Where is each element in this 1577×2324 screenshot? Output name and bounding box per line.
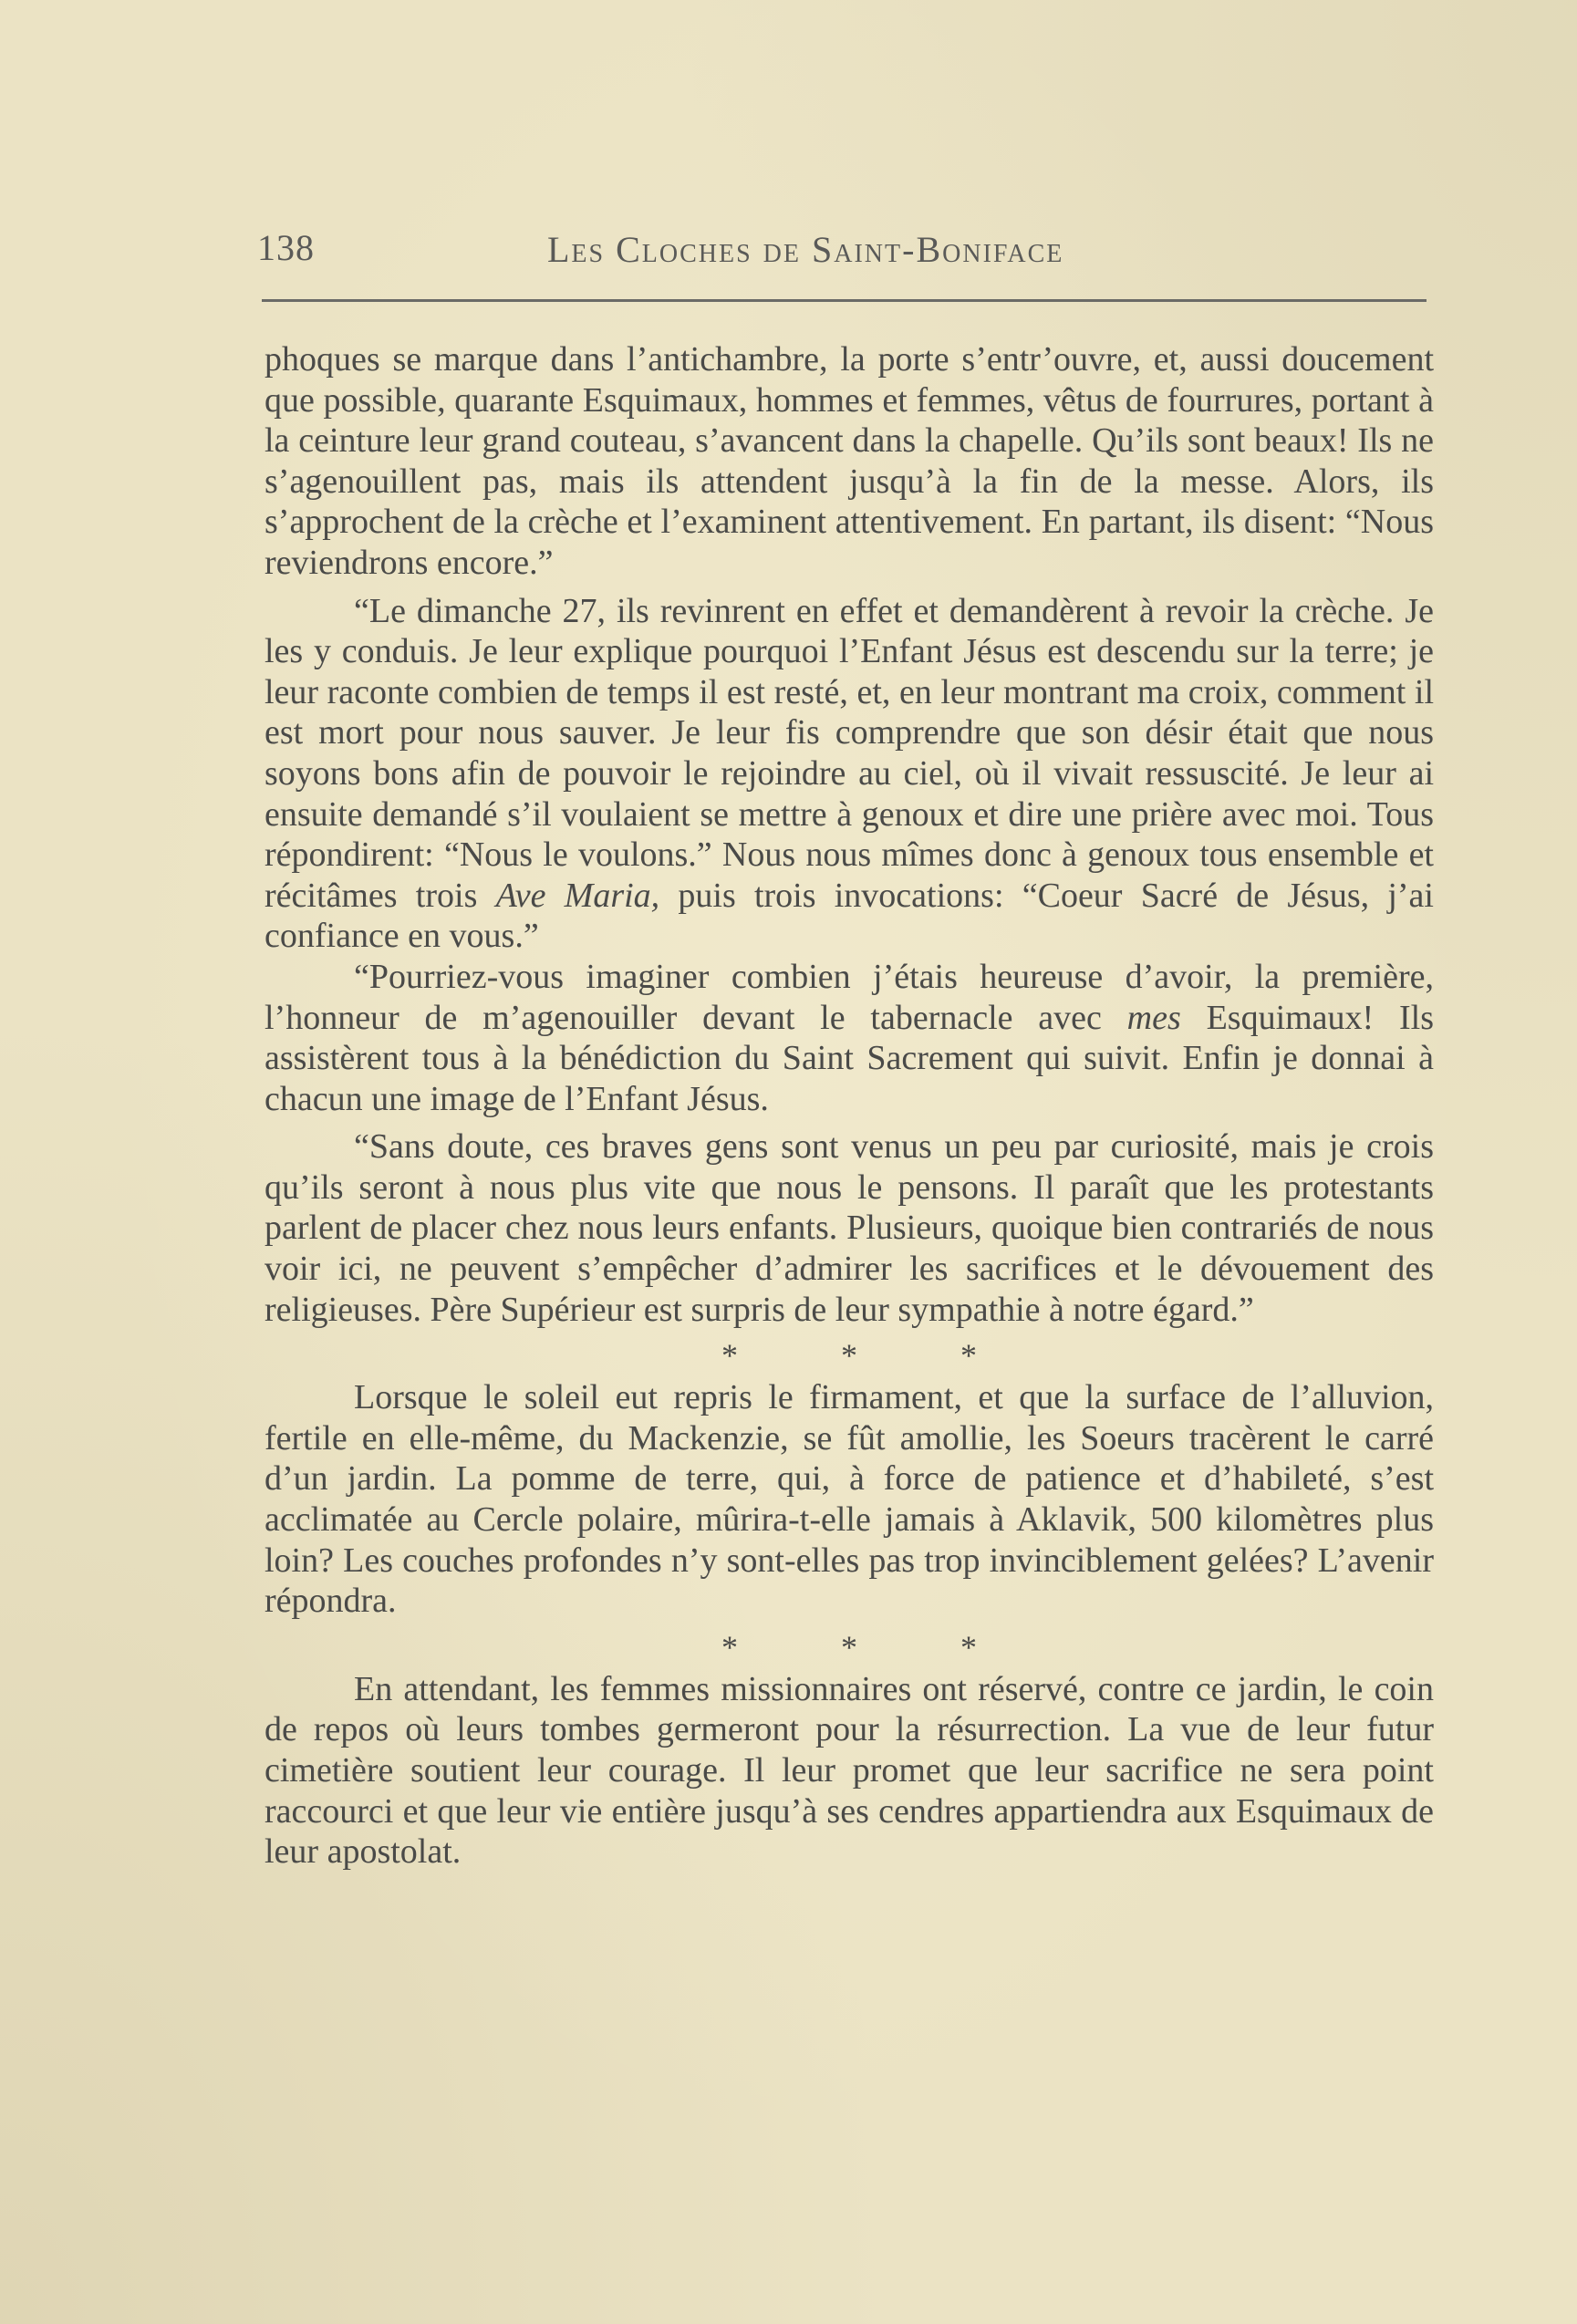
paragraph-2 [265,591,1434,957]
paragraph-2-italic: Ave Maria, [495,876,660,915]
paragraph-3 [265,957,1434,1119]
section-separator-1: * * * [721,1337,1024,1375]
paragraph-3-italic: mes [1126,998,1181,1037]
running-title: Les Cloches de Saint-Boniface [547,229,1064,270]
paragraph-3-text-b: Esquimaux! Ils assistèrent tous à la bénédiction du Saint Sacrement qui suivit. Enfin je donnai à chacun une image de l’Enfant Jésus. [265,998,1434,1118]
section-separator-2: * * * [721,1628,1024,1665]
paragraph-4: “Sans doute, ces braves gens sont venus un peu par curiosité, mais je crois qu’ils seront à nous plus vite que nous le pensons. Il paraît que les protestants parlent de placer chez nous leurs enfants. Plusieurs, quoique bien contrariés de nous voir ici, ne peuvent s’empêcher d’admirer les sacrifices et le dévouement des religieuses. Père Supérieur est surpris de leur sympathie à notre égard.” [265,1127,1434,1329]
paragraph-2-text-a: “Le dimanche 27, ils revinrent en effet et demandèrent à revoir la crèche. Je les y conduis. Je leur explique pourquoi l’Enfant Jésus est descendu sur la terre; je leur raconte combien de temps il est resté, et, en leur montrant ma croix, comment il est mort pour nous sauver. Je leur fis comprendre que son désir était que nous soyons bons afin de pouvoir le rejoindre au ciel, où il vivait ressuscité. Je leur ai ensuite demandé s’il voulaient se mettre à genoux et dire une prière avec moi. Tous répondirent: “Nous le voulons.” Nous nous mîmes donc à genoux tous ensemble et récitâmes trois [265,591,1434,915]
page-number: 138 [257,227,315,268]
paragraph-5: Lorsque le soleil eut repris le firmament, et que la surface de l’alluvion, fertile en elle-même, du Mackenzie, se fût amollie, les Soeurs tracèrent le carré d’un jardin. La pomme de terre, qui, à force de patience et d’habileté, s’est acclimatée au Cercle polaire, mûrira-t-elle jamais à Aklavik, 500 kilomètres plus loin? Les couches profondes n’y sont-elles pas trop invinciblement gelées? L’avenir répondra. [265,1378,1434,1621]
paragraph-2-text-b: puis trois invocations: “Coeur Sacré de Jésus, j’ai confiance en vous.” [265,876,1434,956]
paragraph-6: En attendant, les femmes missionnaires ont réservé, contre ce jardin, le coin de repos où leurs tombes germeront pour la résurrection. La vue de leur futur cimetière soutient leur courage. Il leur promet que leur sacrifice ne sera point raccourci et que leur vie entière jusqu’à ses cendres appartiendra aux Esquimaux de leur apostolat. [265,1669,1434,1872]
page-body [265,339,1434,1873]
page-header [257,226,1427,272]
header-rule [262,299,1427,302]
paragraph-3-text-a: “Pourriez-vous imaginer combien j’étais heureuse d’avoir, la première, l’honneur de m’agenouiller devant le tabernacle avec [265,957,1434,1037]
paragraph-1: phoques se marque dans l’antichambre, la porte s’entr’ouvre, et, aussi doucement que possible, quarante Esquimaux, hommes et femmes, vêtus de fourrures, portant à la ceinture leur grand couteau, s’avancent dans la chapelle. Qu’ils sont beaux! Ils ne s’agenouillent pas, mais ils attendent jusqu’à la fin de la messe. Alors, ils s’approchent de la crèche et l’examinent attentivement. En partant, ils disent: “Nous reviendrons encore.” [265,340,1434,582]
